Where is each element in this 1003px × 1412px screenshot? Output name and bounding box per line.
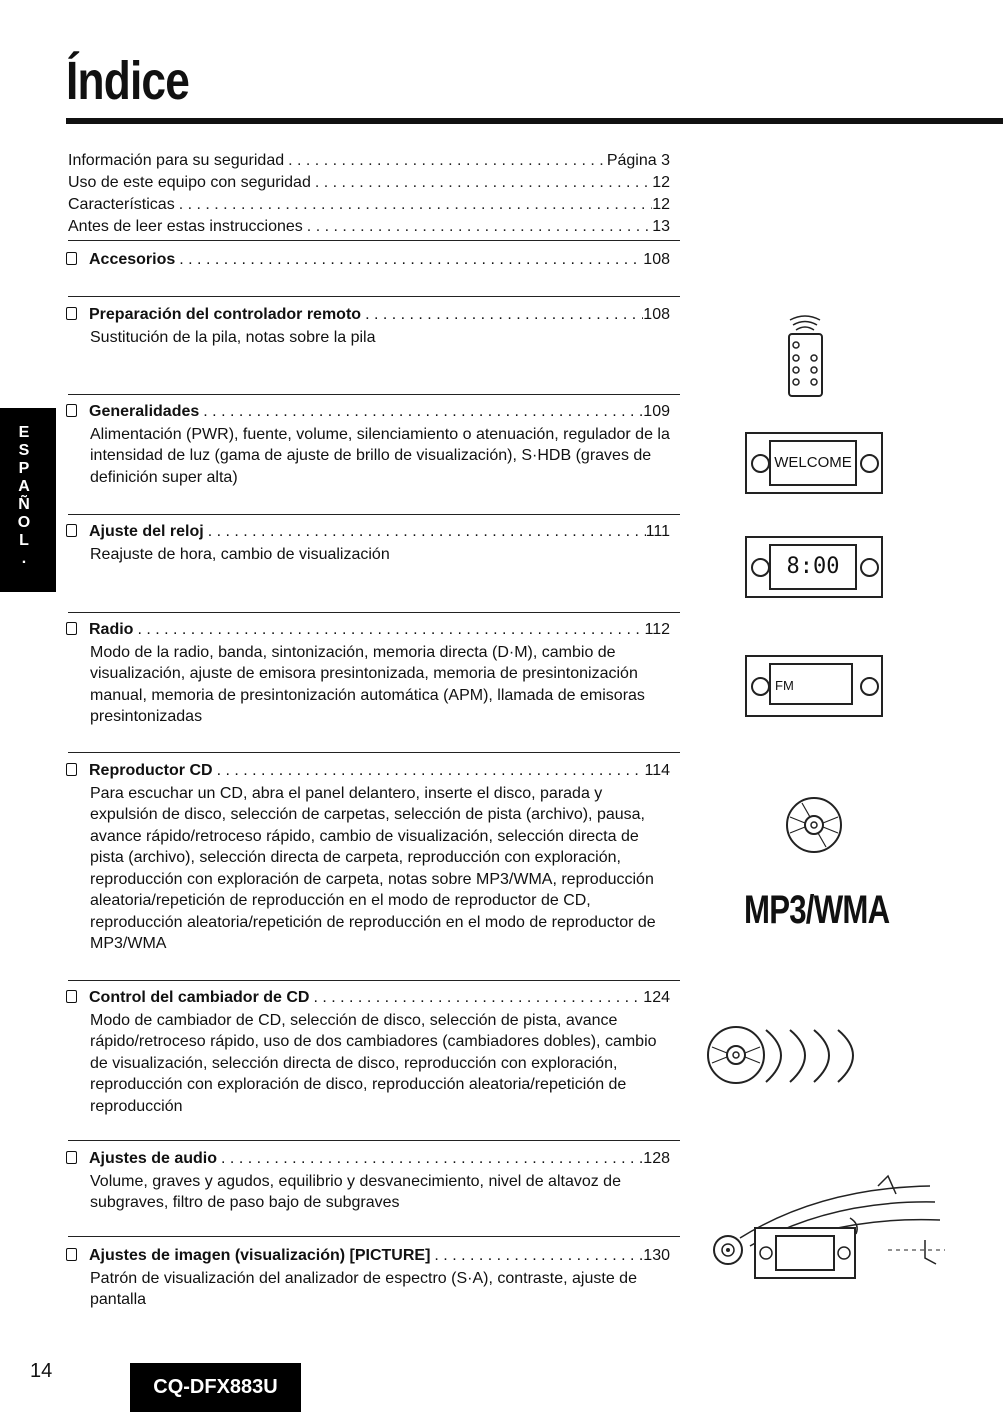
section-divider	[68, 296, 680, 297]
intro-item-page: 12	[652, 174, 670, 191]
page-title: Índice	[66, 51, 190, 111]
section-divider	[68, 752, 680, 753]
remote-control-icon	[780, 308, 830, 400]
intro-item-label: Características	[68, 196, 175, 213]
section-divider	[68, 514, 680, 515]
section-page: 114	[644, 762, 670, 779]
section-page: 124	[643, 989, 670, 1006]
checkbox-icon	[66, 622, 77, 635]
section-divider	[68, 1140, 680, 1141]
title-rule	[66, 118, 1003, 124]
checkbox-icon	[66, 404, 77, 417]
audio-picture-illustration	[700, 1168, 950, 1284]
language-tab-letters: E S P A Ñ O L .	[17, 424, 31, 567]
knob-icon	[860, 454, 879, 473]
section-description: Patrón de visualización del analizador de espectro (S·A), contraste, ajuste de pantalla	[90, 1269, 637, 1308]
intro-item	[68, 172, 670, 194]
mp3-wma-logo: MP3/WMA	[744, 888, 890, 932]
section-divider	[68, 394, 680, 395]
section-title: Preparación del controlador remoto	[89, 306, 362, 323]
intro-item-label: Antes de leer estas instrucciones	[68, 218, 303, 235]
section-title: Generalidades	[89, 403, 200, 420]
section-divider	[68, 980, 680, 981]
section-page: 128	[643, 1150, 670, 1167]
intro-item	[68, 216, 670, 238]
section-title: Accesorios	[89, 251, 176, 268]
checkbox-icon	[66, 252, 77, 265]
page-number: 14	[30, 1360, 53, 1382]
section-page: 130	[643, 1247, 670, 1264]
section-divider	[68, 240, 680, 241]
section-title: Ajuste del reloj	[89, 523, 204, 540]
intro-item	[68, 194, 670, 216]
cd-changer-icon	[704, 1020, 874, 1090]
section-title: Radio	[89, 621, 134, 638]
section-page: 108	[643, 306, 670, 323]
knob-icon	[751, 677, 770, 696]
toc-section-control-remoto[interactable]	[66, 304, 670, 348]
toc-section-audio[interactable]	[66, 1148, 670, 1214]
toc-section-reloj[interactable]	[66, 521, 670, 565]
section-page: 108	[643, 251, 670, 268]
radio-display-text: FM	[769, 663, 853, 705]
knob-icon	[860, 558, 879, 577]
intro-item-page: 13	[652, 218, 670, 235]
knob-icon	[751, 558, 770, 577]
language-tab	[0, 408, 56, 592]
section-divider	[68, 612, 680, 613]
section-page: 112	[644, 621, 670, 638]
cd-disc-icon	[784, 795, 844, 855]
clock-display-text: 8:00	[769, 544, 857, 590]
section-title: Reproductor CD	[89, 762, 213, 779]
checkbox-icon	[66, 1248, 77, 1261]
knob-icon	[751, 454, 770, 473]
toc-section-cambiador-cd[interactable]	[66, 987, 670, 1117]
checkbox-icon	[66, 307, 77, 320]
section-title: Control del cambiador de CD	[89, 989, 310, 1006]
intro-item-page: 12	[652, 196, 670, 213]
welcome-display-text: WELCOME	[769, 440, 857, 486]
section-description: Modo de la radio, banda, sintonización, memoria directa (D·M), cambio de visualización, ajuste de emisora presintonizada, memoria de presintonización manual, memoria de presintonización automática (APM), llamada de emisoras presintonizadas	[90, 643, 645, 725]
intro-list	[68, 150, 670, 238]
toc-section-reproductor-cd[interactable]	[66, 760, 670, 955]
section-divider	[68, 1236, 680, 1237]
intro-item	[68, 150, 670, 172]
section-description: Alimentación (PWR), fuente, volume, silenciamiento o atenuación, regulador de la intensidad de luz (gama de ajuste de brillo de visualización), S·HDB (graves de definición super alta)	[90, 425, 670, 486]
section-description: Reajuste de hora, cambio de visualización	[90, 545, 390, 563]
section-title: Ajustes de audio	[89, 1150, 218, 1167]
section-description: Para escuchar un CD, abra el panel delantero, inserte el disco, parada y expulsión de disco, selección de carpetas, selección de pista (archivo), pausa, avance rápido/retroceso rápido, cambio de visualización, selección directa de pista (archivo), selección directa de carpeta, reproducción con exploración, reproducción con exploración de carpeta, notas sobre MP3/WMA, reproducción aleatoria/repetición de reproducción en el modo de reproductor de CD, reproducción aleatoria/repetición de reproducción en el modo de reproductor de MP3/WMA	[90, 784, 656, 952]
intro-item-label: Uso de este equipo con seguridad	[68, 174, 311, 191]
toc-section-imagen[interactable]	[66, 1245, 670, 1311]
checkbox-icon	[66, 990, 77, 1003]
section-description: Volume, graves y agudos, equilibrio y desvanecimiento, nivel de altavoz de subgraves, filtro de paso bajo de subgraves	[90, 1172, 621, 1211]
section-description: Modo de cambiador de CD, selección de disco, selección de pista, avance rápido/retroceso rápido, uso de dos cambiadores (cambiadores dobles), cambio de visualización, selección directa de disco, reproducción con exploración, reproducción con exploración de disco, reproducción aleatoria/repetición de reproducción	[90, 1011, 657, 1115]
intro-item-page: Página 3	[606, 152, 670, 169]
checkbox-icon	[66, 1151, 77, 1164]
welcome-display-illustration	[745, 432, 883, 494]
section-page: 109	[643, 403, 670, 420]
model-label: CQ-DFX883U	[130, 1363, 301, 1412]
intro-item-label: Información para su seguridad	[68, 152, 285, 169]
clock-display-illustration	[745, 536, 883, 598]
toc-section-generalidades[interactable]	[66, 401, 670, 488]
section-title: Ajustes de imagen (visualización) [PICTURE]	[89, 1247, 431, 1264]
radio-display-illustration	[745, 655, 883, 717]
section-page: 111	[645, 523, 670, 540]
toc-section-accesorios[interactable]	[66, 249, 670, 271]
checkbox-icon	[66, 524, 77, 537]
section-description: Sustitución de la pila, notas sobre la pila	[90, 328, 376, 346]
knob-icon	[860, 677, 879, 696]
checkbox-icon	[66, 763, 77, 776]
toc-section-radio[interactable]	[66, 619, 670, 728]
